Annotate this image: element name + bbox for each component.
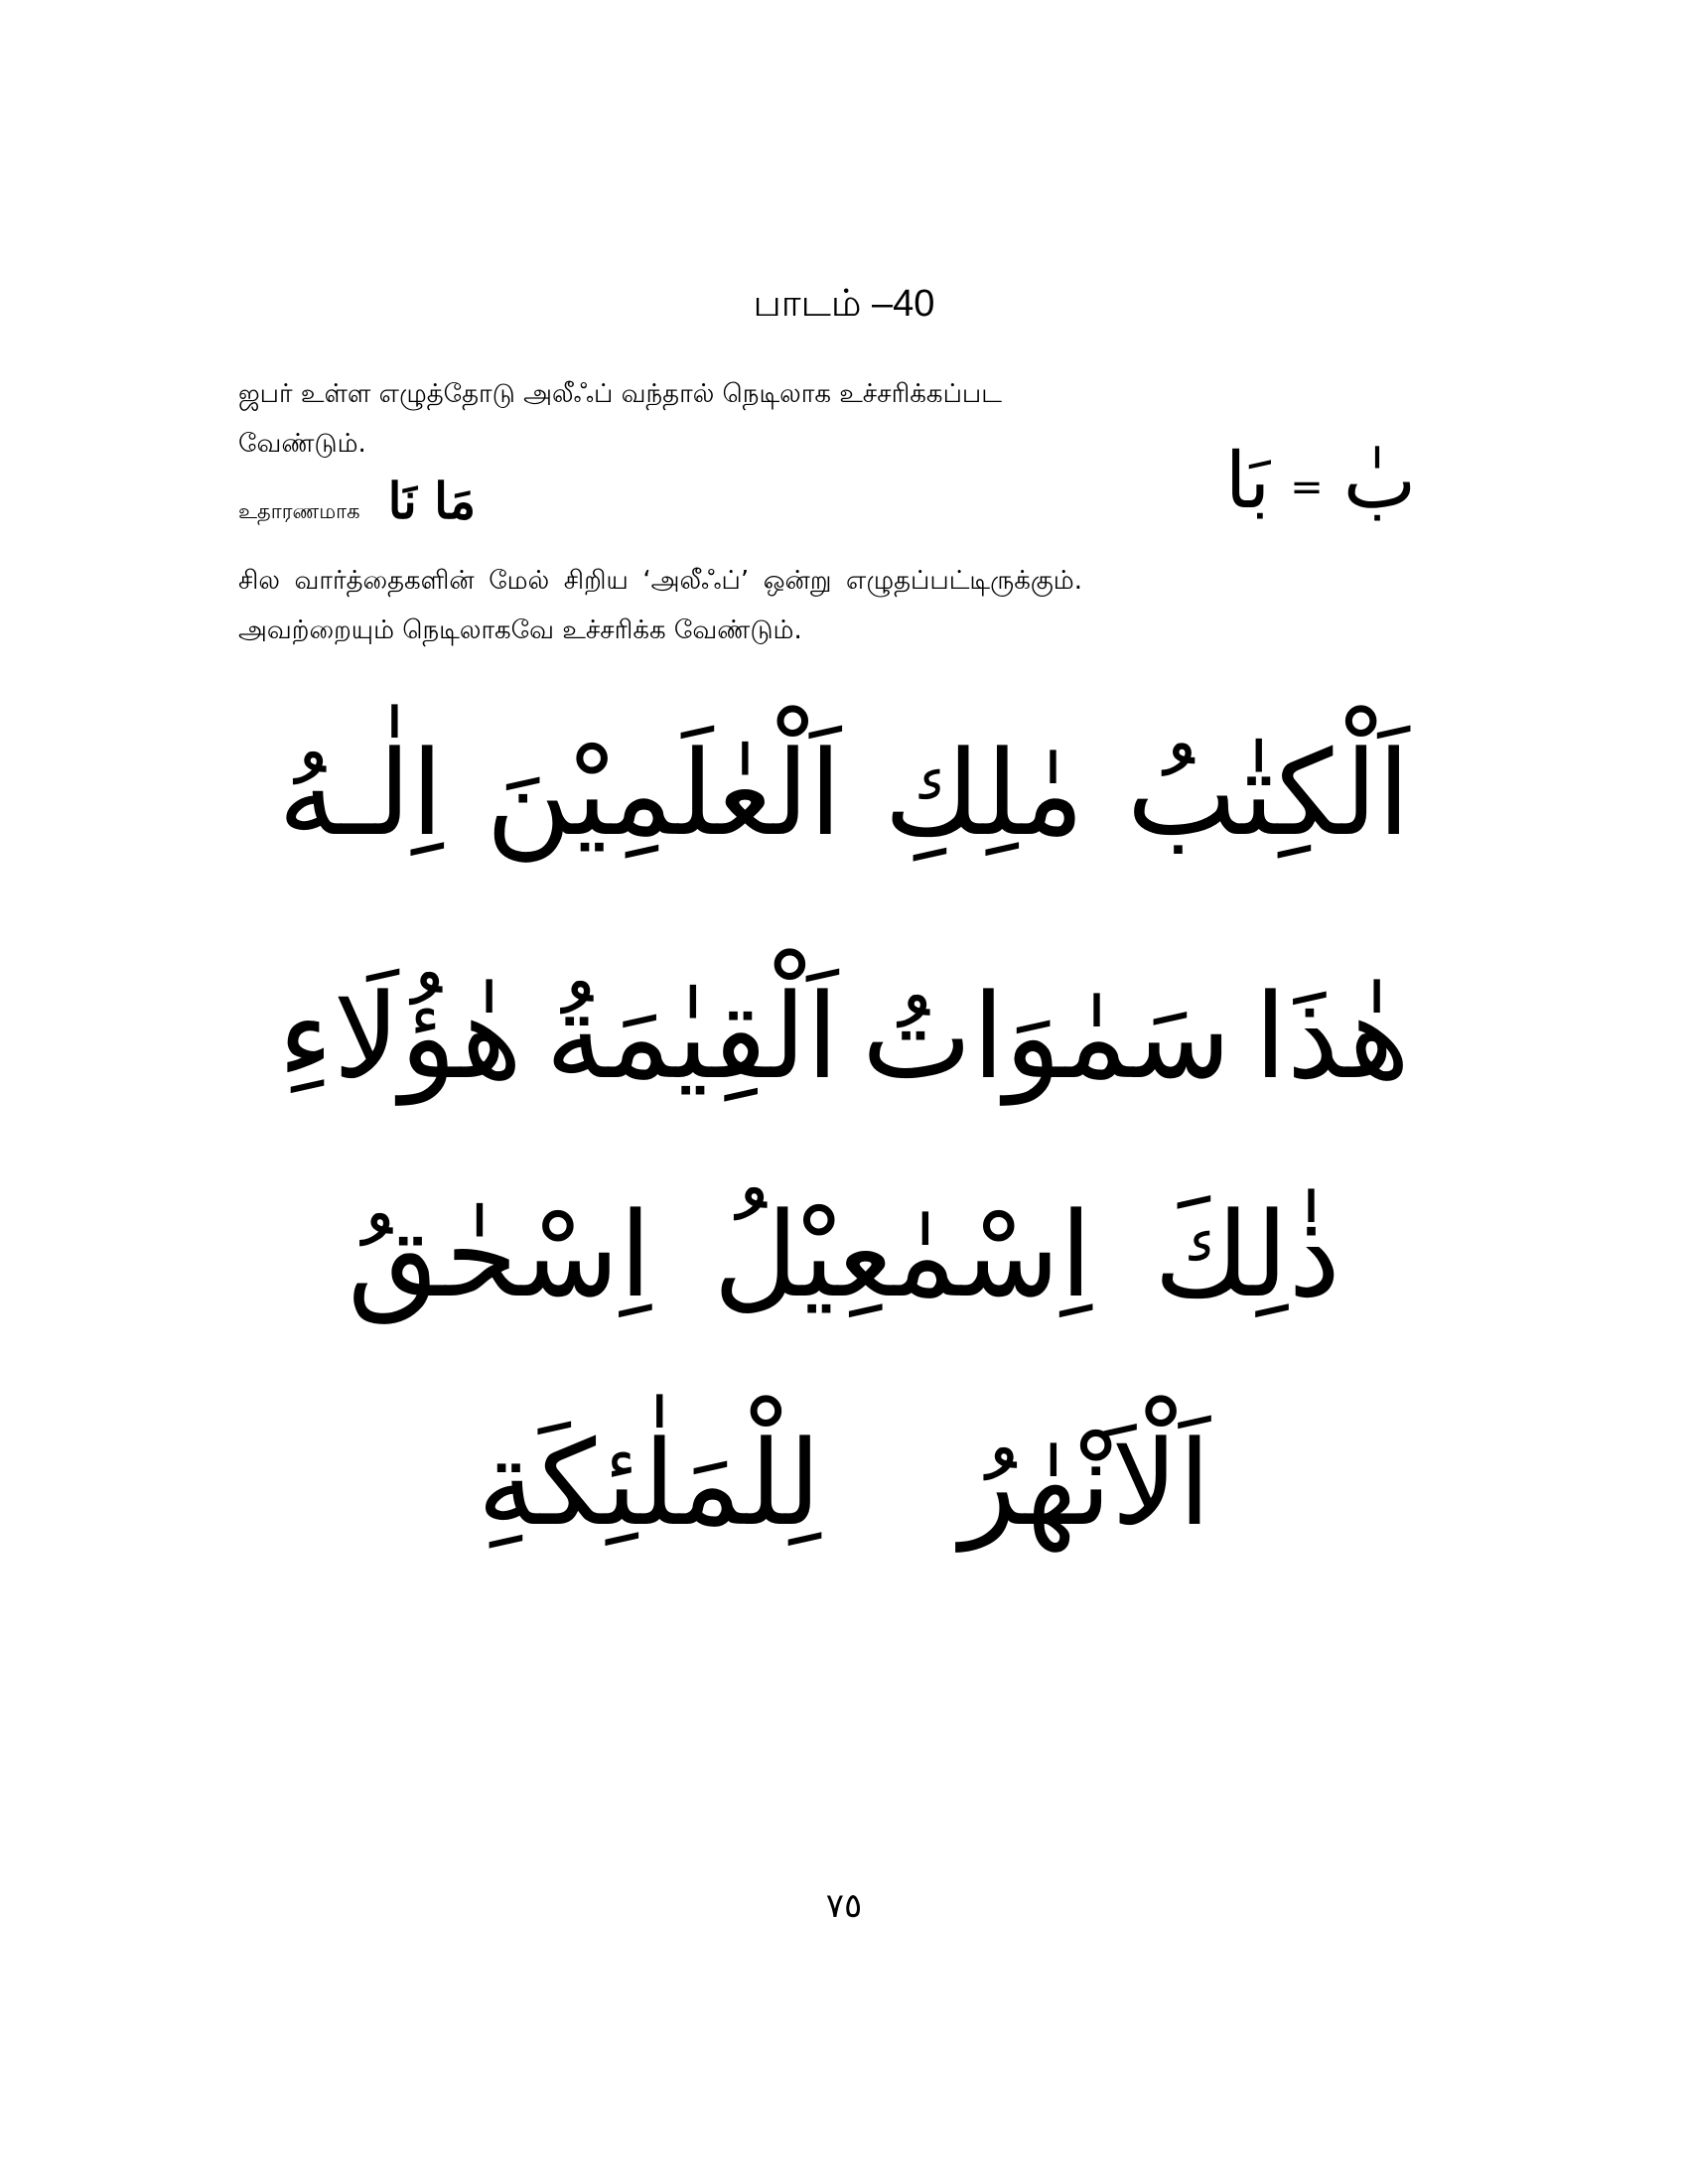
example-label: உதாரணமாக [238, 499, 360, 523]
arabic-word: اِلٰـهُ [278, 725, 444, 862]
formula-right: بَا [1224, 437, 1271, 526]
lesson-title: பாடம் –40 [753, 283, 935, 325]
formula-equals: = [1290, 464, 1324, 510]
arabic-word-row-2 [278, 968, 1410, 1105]
note-paragraph: சில வார்த்தைகளின் மேல் சிறிய ‘அலீஃப்’ ஒன்று எழுதப்பட்டிருக்கும். அவற்றையும் நெடிலாகவே உச்சரிக்க வேண்டும். [238, 566, 1082, 645]
arabic-word: اَلْكِتٰبُ [1126, 725, 1410, 862]
example-line [238, 472, 476, 530]
arabic-word: سَمٰوَاتُ [861, 968, 1231, 1105]
arabic-word-row-1 [278, 725, 1410, 862]
formula-left: بٰ [1342, 437, 1417, 526]
arabic-word: اِسْحٰقُ [348, 1186, 652, 1323]
letter-formula [1172, 437, 1470, 526]
arabic-word-row-4 [278, 1415, 1410, 1552]
arabic-word: هٰؤُلَاءِ [278, 968, 522, 1105]
arabic-word-row-3 [278, 1186, 1410, 1323]
arabic-word: هٰذَا [1254, 968, 1410, 1105]
example-arabic-words: مَا نَا [387, 472, 477, 530]
page-number: ٧٥ [825, 1886, 863, 1926]
arabic-word: ذٰلِكَ [1154, 1186, 1340, 1323]
arabic-word: اَلْاَنْهٰرُ [959, 1415, 1211, 1552]
arabic-word: اَلْعٰلَمِيْنَ [486, 725, 842, 862]
intro-paragraph: ஜபர் உள்ள எழுத்தோடு அலீஃப் வந்தால் நெடிலாக உச்சரிக்கப்பட வேண்டும். [238, 379, 1002, 459]
arabic-word: مٰلِكِ [884, 725, 1084, 862]
arabic-word: اَلْقِيٰمَةُ [545, 968, 839, 1105]
arabic-word: لِلْمَلٰئِكَةِ [477, 1415, 821, 1552]
arabic-word: اِسْمٰعِيْلُ [713, 1186, 1093, 1323]
